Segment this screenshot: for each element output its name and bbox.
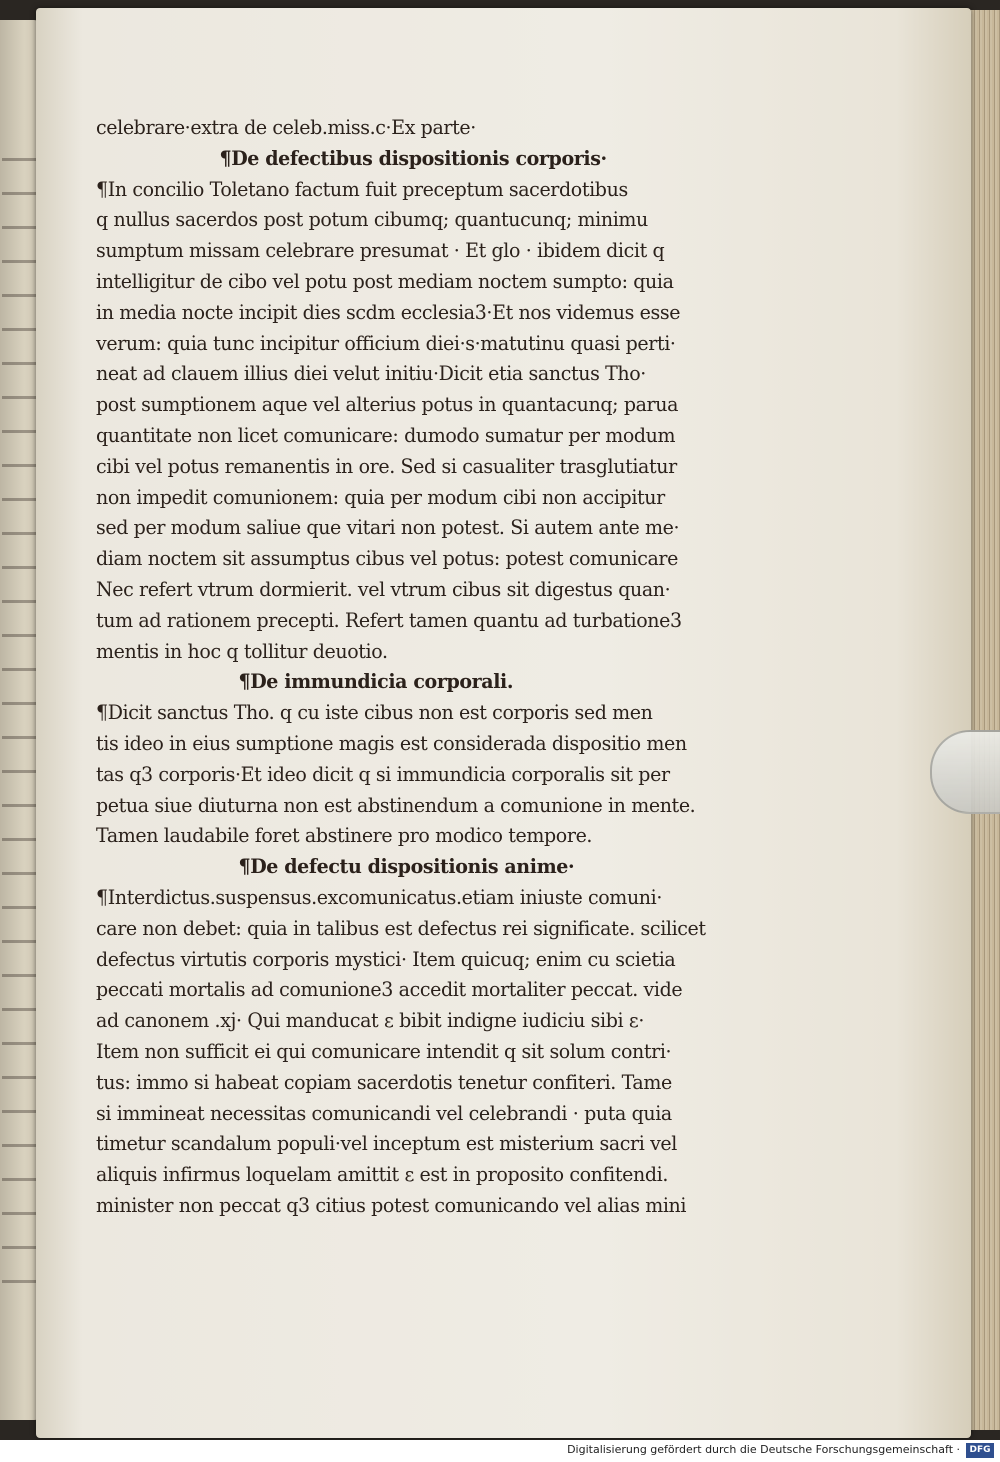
text-line: quantitate non licet comunicare: dumodo sumatur per modum — [96, 422, 676, 447]
text-line: defectus virtutis corporis mystici· Item quicuq; enim cu scietia — [96, 946, 676, 971]
text-line: ¶De defectibus dispositionis corporis· — [219, 145, 607, 170]
text-line: ¶In concilio Toletano factum fuit preceptum sacerdotibus — [96, 176, 628, 201]
text-line: timetur scandalum populi·vel inceptum est misterium sacri vel — [96, 1131, 677, 1156]
text-line: post sumptionem aque vel alterius potus in quantacunq; parua — [96, 392, 679, 417]
text-line: in media nocte incipit dies scdm ecclesia3·Et nos videmus esse — [96, 299, 681, 324]
text-line: verum: quia tunc incipitur officium diei·s·matutinu quasi perti· — [96, 330, 676, 355]
text-line: tus: immo si habeat copiam sacerdotis tenetur confiteri. Tame — [96, 1069, 672, 1094]
text-line: non impedit comunionem: quia per modum cibi non accipitur — [96, 484, 665, 509]
text-line: cibi vel potus remanentis in ore. Sed si casualiter trasglutiatur — [96, 453, 677, 478]
text-line: peccati mortalis ad comunione3 accedit mortaliter peccat. vide — [96, 977, 683, 1002]
footer-bar — [0, 1440, 1000, 1462]
text-line: ¶De immundicia corporali. — [238, 669, 514, 694]
text-line: neat ad clauem illius diei velut initiu·Dicit etia sanctus Tho· — [96, 361, 646, 386]
text-line: ¶Interdictus.suspensus.excomunicatus.etiam iniuste comuni· — [96, 884, 663, 909]
text-line: Tamen laudabile foret abstinere pro modico tempore. — [96, 823, 593, 848]
dfg-logo-icon: DFG — [966, 1443, 994, 1458]
text-line: tas q3 corporis·Et ideo dicit q si immundicia corporalis sit per — [96, 761, 670, 786]
text-line: sumptum missam celebrare presumat · Et glo · ibidem dicit q — [96, 238, 665, 263]
page-text — [96, 112, 776, 1221]
text-line: ¶De defectu dispositionis anime· — [238, 854, 575, 879]
text-line: si immineat necessitas comunicandi vel celebrandi · puta quia — [96, 1100, 672, 1125]
text-line: petua siue diuturna non est abstinendum a comunione in mente. — [96, 792, 696, 817]
book-clip — [930, 730, 1000, 814]
text-line: ad canonem .xj· Qui manducat ε bibit indigne iudiciu sibi ε· — [96, 1008, 645, 1033]
text-line: Nec refert vtrum dormierit. vel vtrum cibus sit digestus quan· — [96, 576, 671, 601]
previous-page-text-fragments — [2, 140, 40, 1290]
text-line: intelligitur de cibo vel potu post mediam noctem sumpto: quia — [96, 268, 674, 293]
text-line: aliquis infirmus loquelam amittit ε est in proposito confitendi. — [96, 1162, 669, 1187]
funding-credit: Digitalisierung gefördert durch die Deutsche Forschungsgemeinschaft · — [567, 1443, 960, 1456]
text-line: ¶Dicit sanctus Tho. q cu iste cibus non est corporis sed men — [96, 700, 653, 725]
text-line: sed per modum saliue que vitari non potest. Si autem ante me· — [96, 515, 680, 540]
text-line: mentis in hoc q tollitur deuotio. — [96, 638, 388, 663]
text-line: tis ideo in eius sumptione magis est considerada dispositio men — [96, 730, 687, 755]
text-line: care non debet: quia in talibus est defectus rei significate. scilicet — [96, 915, 706, 940]
text-line: tum ad rationem precepti. Refert tamen quantu ad turbatione3 — [96, 607, 682, 632]
text-line: minister non peccat q3 citius potest comunicando vel alias mini — [96, 1192, 687, 1217]
text-line: q nullus sacerdos post potum cibumq; quantucunq; minimu — [96, 207, 648, 232]
text-line: Item non sufficit ei qui comunicare intendit q sit solum contri· — [96, 1038, 672, 1063]
text-line: diam noctem sit assumptus cibus vel potus: potest comunicare — [96, 546, 679, 571]
text-line: celebrare·extra de celeb.miss.c·Ex parte· — [96, 115, 476, 139]
